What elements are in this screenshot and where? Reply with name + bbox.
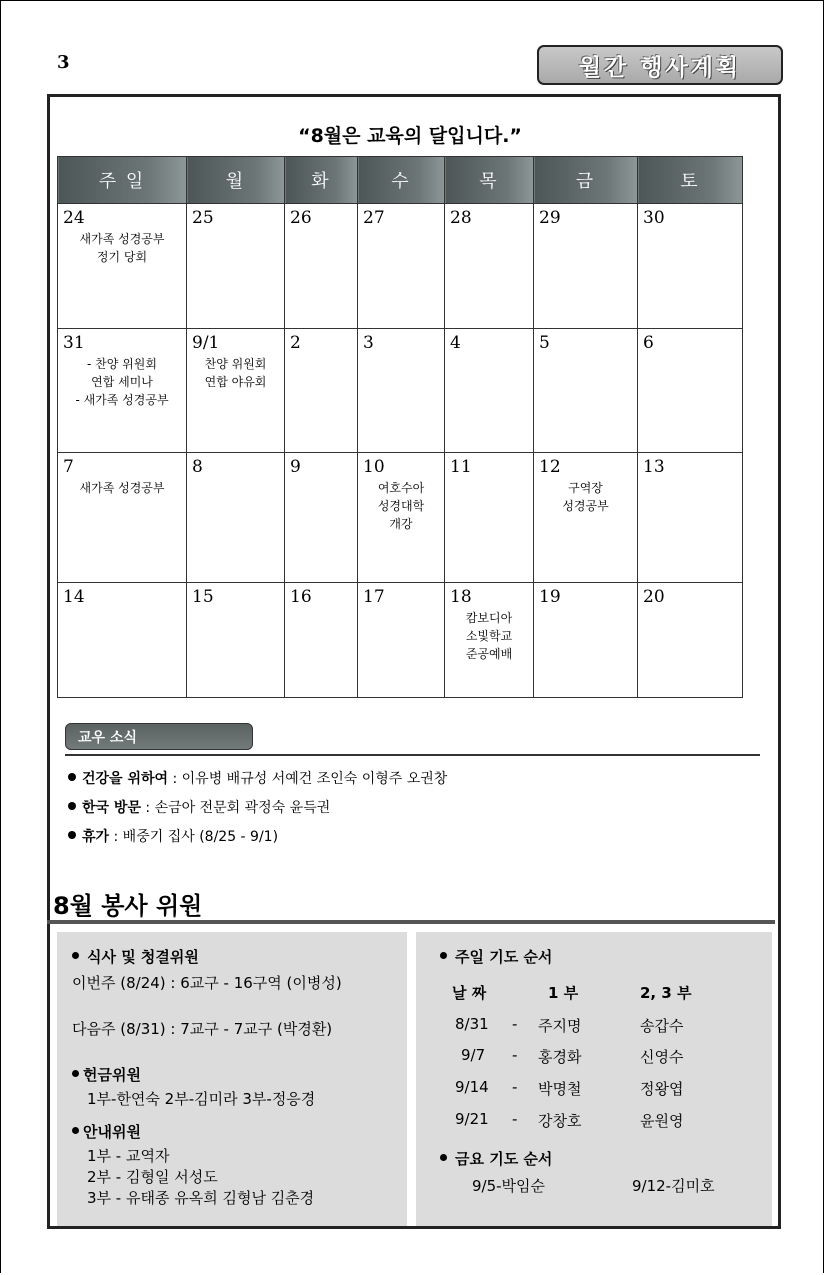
prayer-date: 9/21 (455, 1110, 489, 1128)
news-item (68, 797, 330, 817)
day-number: 11 (450, 457, 472, 477)
bullet-icon (68, 773, 76, 781)
offering-title: 헌금위원 (83, 1066, 141, 1084)
day-number: 24 (63, 208, 85, 228)
bullet-icon (440, 1154, 447, 1161)
calendar-day-cell (358, 453, 445, 583)
service-section-title: 8월 봉사 위원 (53, 892, 203, 920)
calendar-day-cell (534, 329, 638, 453)
day-event: 새가족 성경공부 정기 당회 (79, 232, 165, 264)
friday-prayer-item: 9/12-김미호 (632, 1177, 715, 1195)
news-label: 건강을 위하여 (82, 771, 169, 787)
day-number: 16 (290, 587, 312, 607)
day-number: 4 (450, 333, 461, 353)
news-label: 한국 방문 (82, 800, 141, 816)
bullet-icon (68, 802, 76, 810)
prayer-second: 정왕엽 (640, 1080, 684, 1098)
calendar-day-cell (58, 329, 187, 453)
prayer-first: 주지명 (538, 1017, 582, 1035)
day-event: - 찬양 위원회 연합 세미나 - 새가족 성경공부 (75, 357, 169, 407)
calendar-day-cell (187, 204, 285, 329)
calendar-day-cell (638, 329, 743, 453)
prayer-date: 8/31 (455, 1015, 489, 1033)
sunday-prayer-heading (440, 946, 552, 967)
news-item (68, 768, 447, 788)
calendar-day-cell (638, 583, 743, 698)
sunday-prayer-title: 주일 기도 순서 (455, 948, 553, 966)
calendar-day-cell (358, 583, 445, 698)
weekday-header: 토 (638, 157, 743, 204)
day-number: 12 (539, 457, 561, 477)
prayer-dash: - (512, 1046, 518, 1064)
usher-title: 안내위원 (83, 1123, 141, 1141)
news-label: 휴가 (82, 829, 110, 845)
day-number: 20 (643, 587, 665, 607)
prayer-second: 신영수 (640, 1048, 684, 1066)
day-number: 18 (450, 587, 472, 607)
day-event: 찬양 위원회 연합 야유회 (204, 357, 267, 389)
news-text: : 이유병 배규성 서예건 조인숙 이형주 오권창 (168, 771, 448, 787)
prayer-date: 9/7 (461, 1046, 486, 1064)
day-number: 30 (643, 208, 665, 228)
day-number: 8 (192, 457, 203, 477)
calendar-header-row (58, 157, 743, 204)
day-number: 27 (363, 208, 385, 228)
weekday-header: 월 (187, 157, 285, 204)
calendar-week-row (58, 453, 743, 583)
calendar-title: “8월은 교육의 달입니다.” (298, 125, 522, 147)
day-number: 25 (192, 208, 214, 228)
prayer-header-date: 날 짜 (452, 984, 487, 1002)
calendar-day-cell (638, 204, 743, 329)
day-event: 캄보디아 소빛학교 준공예배 (465, 611, 513, 661)
prayer-first: 홍경화 (538, 1048, 582, 1066)
calendar-day-cell (58, 453, 187, 583)
calendar-day-cell (187, 583, 285, 698)
calendar-table (57, 156, 743, 698)
weekday-header: 금 (534, 157, 638, 204)
calendar-day-cell (534, 583, 638, 698)
calendar-day-cell (58, 204, 187, 329)
weekday-header: 수 (358, 157, 445, 204)
day-number: 14 (63, 587, 85, 607)
calendar-day-cell (638, 453, 743, 583)
news-text: : 손금아 전문회 곽정숙 윤득권 (140, 800, 331, 816)
news-text: : 배중기 집사 (8/25 - 9/1) (109, 829, 279, 845)
prayer-second: 송갑수 (640, 1017, 684, 1035)
day-number: 5 (539, 333, 550, 353)
calendar-week-row (58, 329, 743, 453)
prayer-header-first: 1 부 (548, 984, 579, 1002)
day-number: 31 (63, 333, 85, 353)
meal-title: 식사 및 청결위원 (87, 948, 199, 966)
day-number: 9 (290, 457, 301, 477)
prayer-dash: - (512, 1078, 518, 1096)
day-number: 26 (290, 208, 312, 228)
header-title: 월간 행사계획 (537, 45, 783, 85)
calendar-day-cell (358, 329, 445, 453)
friday-prayer-title: 금요 기도 순서 (455, 1150, 553, 1168)
usher-heading (72, 1121, 141, 1142)
calendar-day-cell (445, 329, 534, 453)
calendar-day-cell (534, 204, 638, 329)
calendar-day-cell (445, 204, 534, 329)
weekday-header: 화 (285, 157, 358, 204)
usher-line: 3부 - 유태종 유옥희 김형남 김춘경 (87, 1189, 315, 1207)
meal-this-week: 이번주 (8/24) : 6교구 - 16구역 (이병성) (72, 974, 342, 992)
weekday-header: 목 (445, 157, 534, 204)
day-number: 17 (363, 587, 385, 607)
prayer-dash: - (512, 1110, 518, 1128)
day-number: 2 (290, 333, 301, 353)
day-number: 10 (363, 457, 385, 477)
prayer-header-second: 2, 3 부 (640, 984, 692, 1002)
meal-next-week: 다음주 (8/31) : 7교구 - 7교구 (박경환) (72, 1020, 333, 1038)
day-event: 여호수아 성경대학 개강 (377, 481, 425, 531)
calendar-day-cell (358, 204, 445, 329)
bullet-icon (72, 1070, 79, 1077)
calendar-day-cell (285, 453, 358, 583)
news-divider (65, 754, 760, 756)
friday-prayer-item: 9/5-박임순 (472, 1177, 546, 1195)
calendar-day-cell (187, 453, 285, 583)
calendar-day-cell (187, 329, 285, 453)
usher-line: 2부 - 김형일 서성도 (87, 1168, 218, 1186)
prayer-second: 윤원영 (640, 1112, 684, 1130)
calendar-week-row (58, 583, 743, 698)
news-title: 교우 소식 (65, 723, 253, 750)
bullet-icon (440, 952, 447, 959)
day-number: 3 (363, 333, 374, 353)
news-item (68, 826, 278, 846)
offering-text: 1부-한연숙 2부-김미라 3부-정응경 (87, 1090, 316, 1108)
day-event: 새가족 성경공부 (79, 481, 165, 495)
bullet-icon (68, 831, 76, 839)
day-number: 13 (643, 457, 665, 477)
day-number: 6 (643, 333, 654, 353)
bullet-icon (72, 952, 79, 959)
day-number: 19 (539, 587, 561, 607)
weekday-header: 주 일 (58, 157, 187, 204)
day-number: 29 (539, 208, 561, 228)
calendar-day-cell (285, 204, 358, 329)
meal-heading (72, 946, 199, 967)
calendar-day-cell (445, 583, 534, 698)
bullet-icon (72, 1127, 79, 1134)
calendar-day-cell (445, 453, 534, 583)
calendar-week-row (58, 204, 743, 329)
prayer-first: 박명철 (538, 1080, 582, 1098)
prayer-dash: - (512, 1015, 518, 1033)
day-number: 15 (192, 587, 214, 607)
calendar-day-cell (58, 583, 187, 698)
day-event: 구역장 성경공부 (562, 481, 609, 513)
day-number: 9/1 (192, 333, 220, 353)
prayer-date: 9/14 (455, 1078, 489, 1096)
calendar-day-cell (285, 329, 358, 453)
offering-heading (72, 1064, 141, 1085)
calendar-day-cell (285, 583, 358, 698)
friday-prayer-heading (440, 1148, 552, 1169)
page-number: 3 (57, 52, 70, 73)
usher-line: 1부 - 교역자 (87, 1147, 170, 1165)
day-number: 7 (63, 457, 74, 477)
calendar-day-cell (534, 453, 638, 583)
day-number: 28 (450, 208, 472, 228)
prayer-first: 강창호 (538, 1112, 582, 1130)
